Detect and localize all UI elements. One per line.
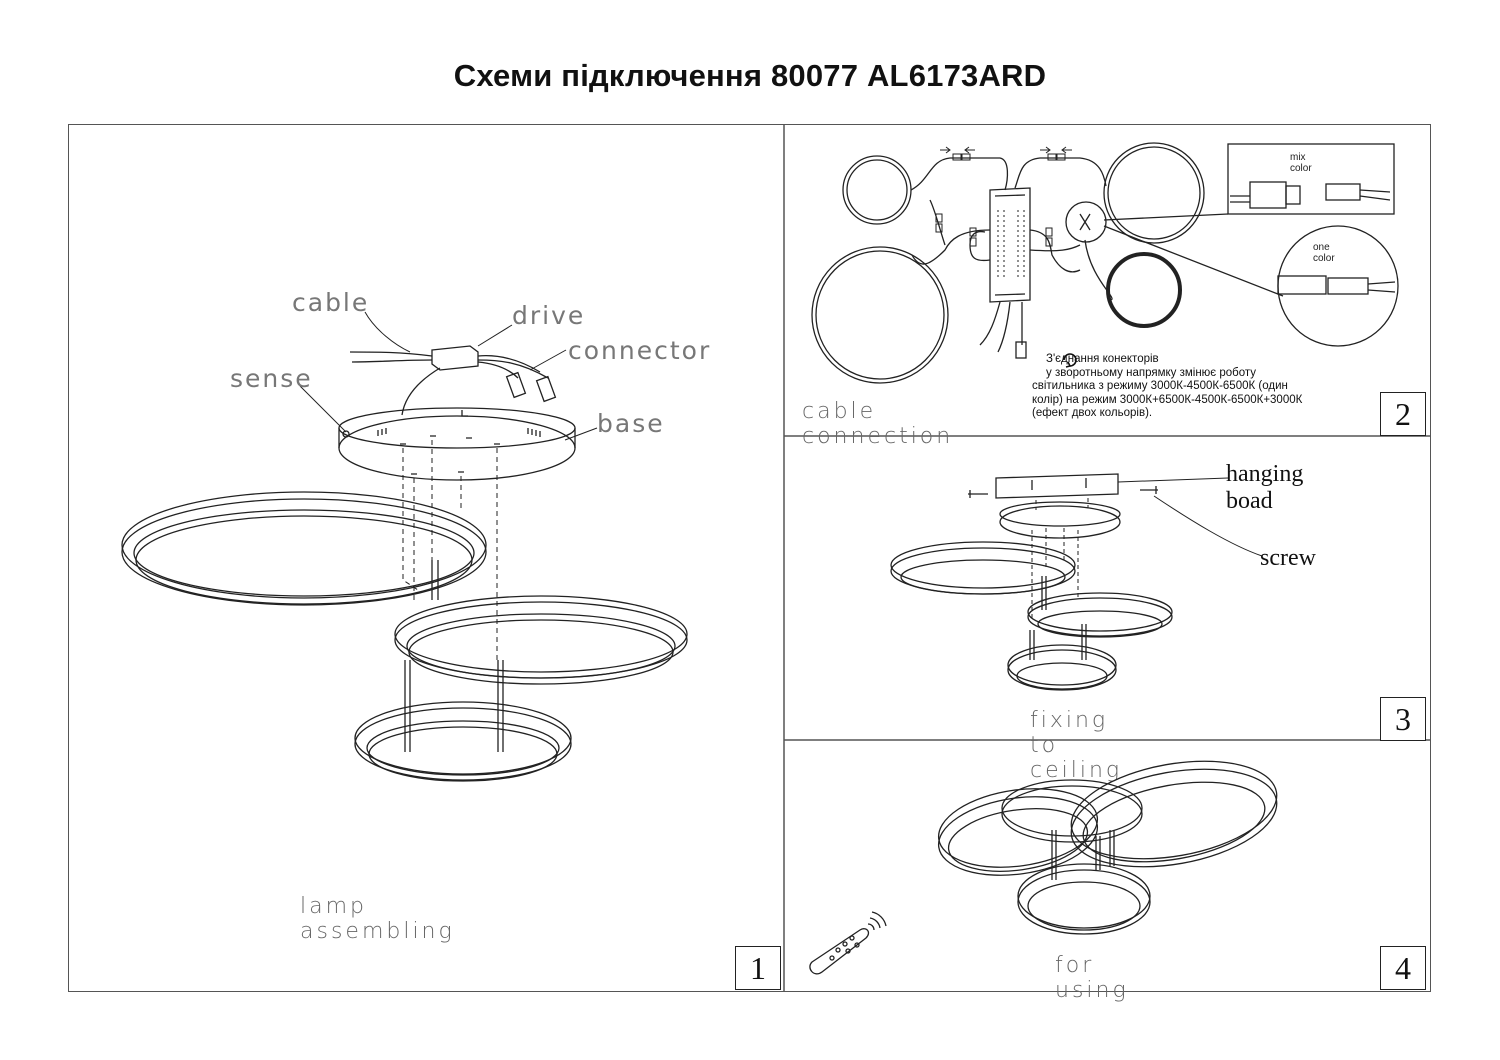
- label-base: base: [597, 409, 665, 438]
- label-screw: screw: [1260, 545, 1316, 571]
- caption-lamp-assembling: lamp assembling: [300, 894, 455, 944]
- note-line-3: світильника з режиму 3000К-4500К-6500К (один: [1032, 380, 1288, 392]
- remote-control-icon: [810, 912, 886, 974]
- note-line-2: у зворотньому напрямку змінює роботу: [1046, 366, 1257, 379]
- panel-number-1: 1: [735, 946, 781, 990]
- label-hanging-board: hanging boad: [1226, 461, 1304, 514]
- note-line-4: колір) на режим 3000К+6500К-4500К-6500К+3000К: [1032, 393, 1303, 406]
- panel-number-2: 2: [1380, 392, 1426, 436]
- panel-number-4: 4: [1380, 946, 1426, 990]
- caption-for-using: for using: [1055, 953, 1129, 1003]
- caption-fixing-to-ceiling: fixing to ceiling: [1030, 708, 1123, 783]
- label-drive: drive: [512, 301, 586, 330]
- label-connector: connector: [568, 336, 712, 365]
- panel-number-3: 3: [1380, 697, 1426, 741]
- page-title: Схеми підключення 80077 AL6173ARD: [453, 58, 1047, 93]
- label-one-color: one color: [1313, 242, 1335, 264]
- note-line-5: (ефект двох кольорів).: [1032, 407, 1153, 419]
- label-mix-color: mix color: [1290, 152, 1312, 174]
- caption-cable-connection: cable connection: [802, 399, 954, 449]
- label-sense: sense: [230, 364, 313, 393]
- note-line-1: З'єднання конекторів: [1046, 353, 1159, 365]
- label-cable: cable: [292, 288, 370, 317]
